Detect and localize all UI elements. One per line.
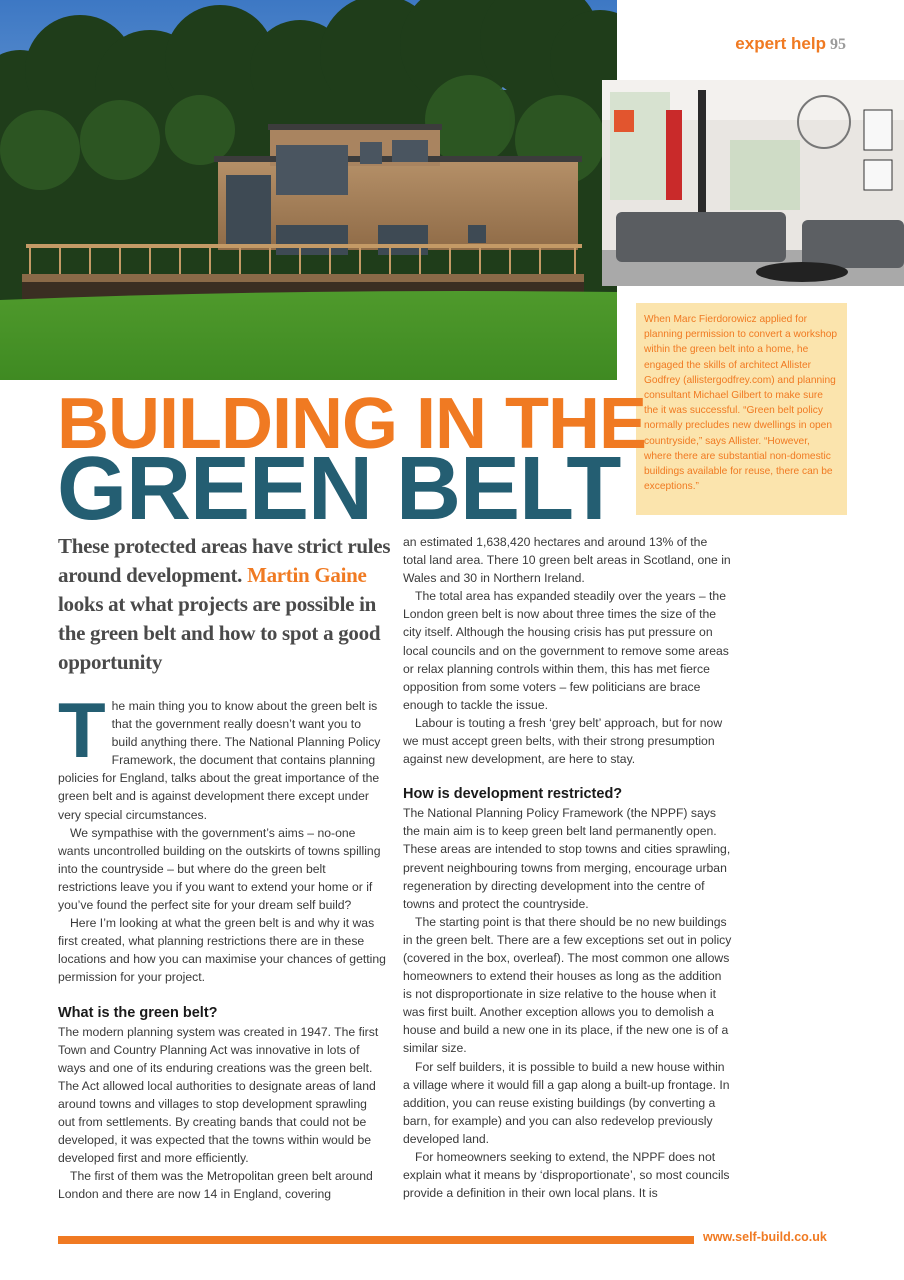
standfirst bbox=[58, 532, 393, 677]
paragraph: The starting point is that there should be no new buildings in the green belt. There are a few exceptions set out in policy (covered in the box, overleaf). The most common one allows homeowners to extend their houses as long as the addition is not disproportionate in size relative to the house when it was first built. Another exception allows you to demolish a house and build a new one in its place, if the new one is of a similar size. bbox=[403, 914, 732, 1056]
footer-url[interactable]: www.self-build.co.uk bbox=[703, 1230, 827, 1244]
paragraph: The main thing you to know about the green belt is that the government really doesn’t want you to build anything there. The National Planning Policy Framework, the document that contains planning policies for England, talks about the great importance of the green belt and is against development there except under very special circumstances. bbox=[58, 686, 381, 822]
headline-line-1: BUILDING IN THE bbox=[57, 384, 646, 464]
paragraph: The total area has expanded steadily over the years – the London green belt is now about three times the size of the city itself. Although the housing crisis has put pressure on local councils and on the government to remove some areas or relax planning controls within them, this has met fierce opposition from some voters – few politicians are brace enough to tackle the issue. bbox=[403, 589, 729, 712]
paragraph: Here I’m looking at what the green belt is and why it was first created, what planning restrictions there are in these locations and how you can maximise your chances of getting permission for your project. bbox=[58, 916, 386, 985]
paragraph: For homeowners seeking to extend, the NPPF does not explain what it means by ‘disproportionate’, so most councils provide a definition in their own local plans. It is bbox=[403, 1150, 730, 1201]
article-column-1 bbox=[58, 686, 386, 1203]
author-name: Martin Gaine bbox=[247, 563, 367, 587]
interior-photo bbox=[602, 80, 904, 286]
paragraph: The first of them was the Metropolitan green belt around London and there are now 14 in England, covering bbox=[58, 1169, 373, 1202]
photo-caption: When Marc Fierdorowicz applied for planning permission to convert a workshop within the green belt into a home, he engaged the skills of architect Allister Godfrey (allistergodfrey.com) and planning consultant Michael Gilbert to make sure the it was successful. “Green belt policy normally precludes new dwellings in open countryside,” says Allister. “However, where there are substantial non-domestic buildings available for reuse, there can be exceptions.” bbox=[636, 303, 847, 515]
drop-cap: T bbox=[58, 686, 106, 774]
paragraph: Labour is touting a fresh ‘grey belt’ approach, but for now we must accept green belts, with their strong presumption against new development, are here to stay. bbox=[403, 715, 723, 767]
section-label: expert help bbox=[735, 34, 826, 53]
article-column-2 bbox=[403, 533, 733, 1202]
standfirst-text: These protected areas have strict rules around development. bbox=[58, 534, 391, 587]
paragraph: For self builders, it is possible to build a new house within a village where it would fill a gap along a built-up frontage. In addition, you can reuse existing buildings (by converting a barn, for example) and you can also redevelop previously developed land. bbox=[403, 1059, 730, 1146]
subheading: What is the green belt? bbox=[58, 1004, 218, 1021]
subheading: How is development restricted? bbox=[403, 786, 623, 803]
house-photo bbox=[0, 0, 617, 380]
paragraph: The modern planning system was created in 1947. The first Town and Country Planning Act was innovative in lots of ways and one of its enduring creations was the green belt. The Act allowed local authorities to designate areas of land around towns and villages to stop development sprawling out from settlements. By creating bands that could not be developed, it was expected that the towns within would be developed first and more efficiently. bbox=[58, 1024, 379, 1166]
standfirst-text-2: looks at what projects are possible in the green belt and how to spot a good opportunity bbox=[58, 592, 381, 674]
footer-rule bbox=[58, 1236, 694, 1244]
page-number: 95 bbox=[830, 36, 846, 53]
paragraph: an estimated 1,638,420 hectares and around 13% of the total land area. There 10 green belt areas in Scotland, one in Wales and 30 in Northern Ireland. bbox=[403, 535, 731, 586]
paragraph: We sympathise with the government’s aims – no-one wants uncontrolled building on the outskirts of towns spilling into the countryside – but where do the green belt restrictions leave you if you want to extend your home or if you’ve found the perfect site for your dream self build? bbox=[58, 825, 381, 913]
page-header bbox=[735, 34, 846, 54]
paragraph: The National Planning Policy Framework (the NPPF) says the main aim is to keep green belt land permanently open. These areas are intended to stop towns and cities sprawling, prevent neighbouring towns from merging, encourage urban regeneration by directing development into the centre of towns and protect the countryside. bbox=[403, 806, 731, 911]
headline-line-2: GREEN BELT bbox=[57, 439, 621, 539]
